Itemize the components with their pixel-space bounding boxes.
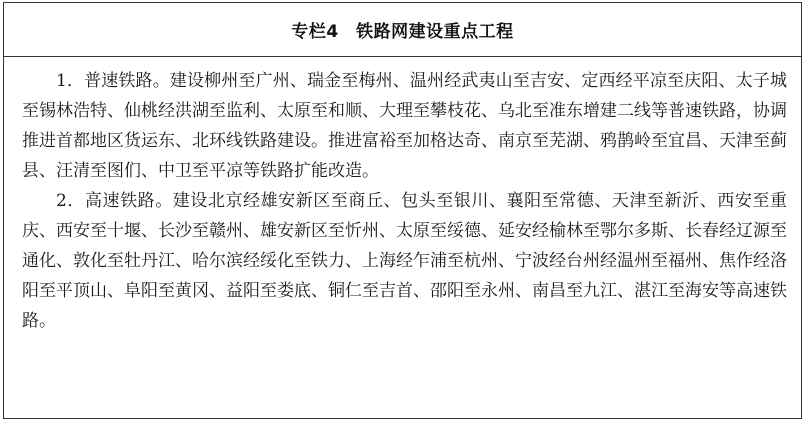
paragraph-conventional-railway: 1．普速铁路。建设柳州至广州、瑞金至梅州、温州经武夷山至吉安、定西经平凉至庆阳、太子城至锡林浩特、仙桃经洪湖至监利、太原至和顺、大理至攀枝花、乌北至准东增建二线等普速铁路，协调推进首都地区货运东、北环线铁路建设。推进富裕至加格达奇、南京至芜湖、鸦鹊岭至宜昌、天津至蓟县、汪清至图们、中卫至平凉等铁路扩能改造。	[22, 71, 787, 181]
project-box	[3, 2, 802, 419]
box-content	[4, 57, 801, 336]
paragraph-high-speed-railway: 2．高速铁路。建设北京经雄安新区至商丘、包头至银川、襄阳至常德、天津至新沂、西安至重庆、西安至十堰、长沙至赣州、雄安新区至忻州、太原至绥德、延安经榆林至鄂尔多斯、长春经辽源至通化、敦化至牡丹江、哈尔滨经绥化至铁力、上海经乍浦至杭州、宁波经台州经温州至福州、焦作经洛阳至平顶山、阜阳至黄冈、益阳至娄底、铜仁至吉首、邵阳至永州、南昌至九江、湛江至海安等高速铁路。	[22, 191, 787, 331]
box-title: 专栏4 铁路网建设重点工程	[291, 22, 514, 42]
title-row	[4, 3, 801, 57]
